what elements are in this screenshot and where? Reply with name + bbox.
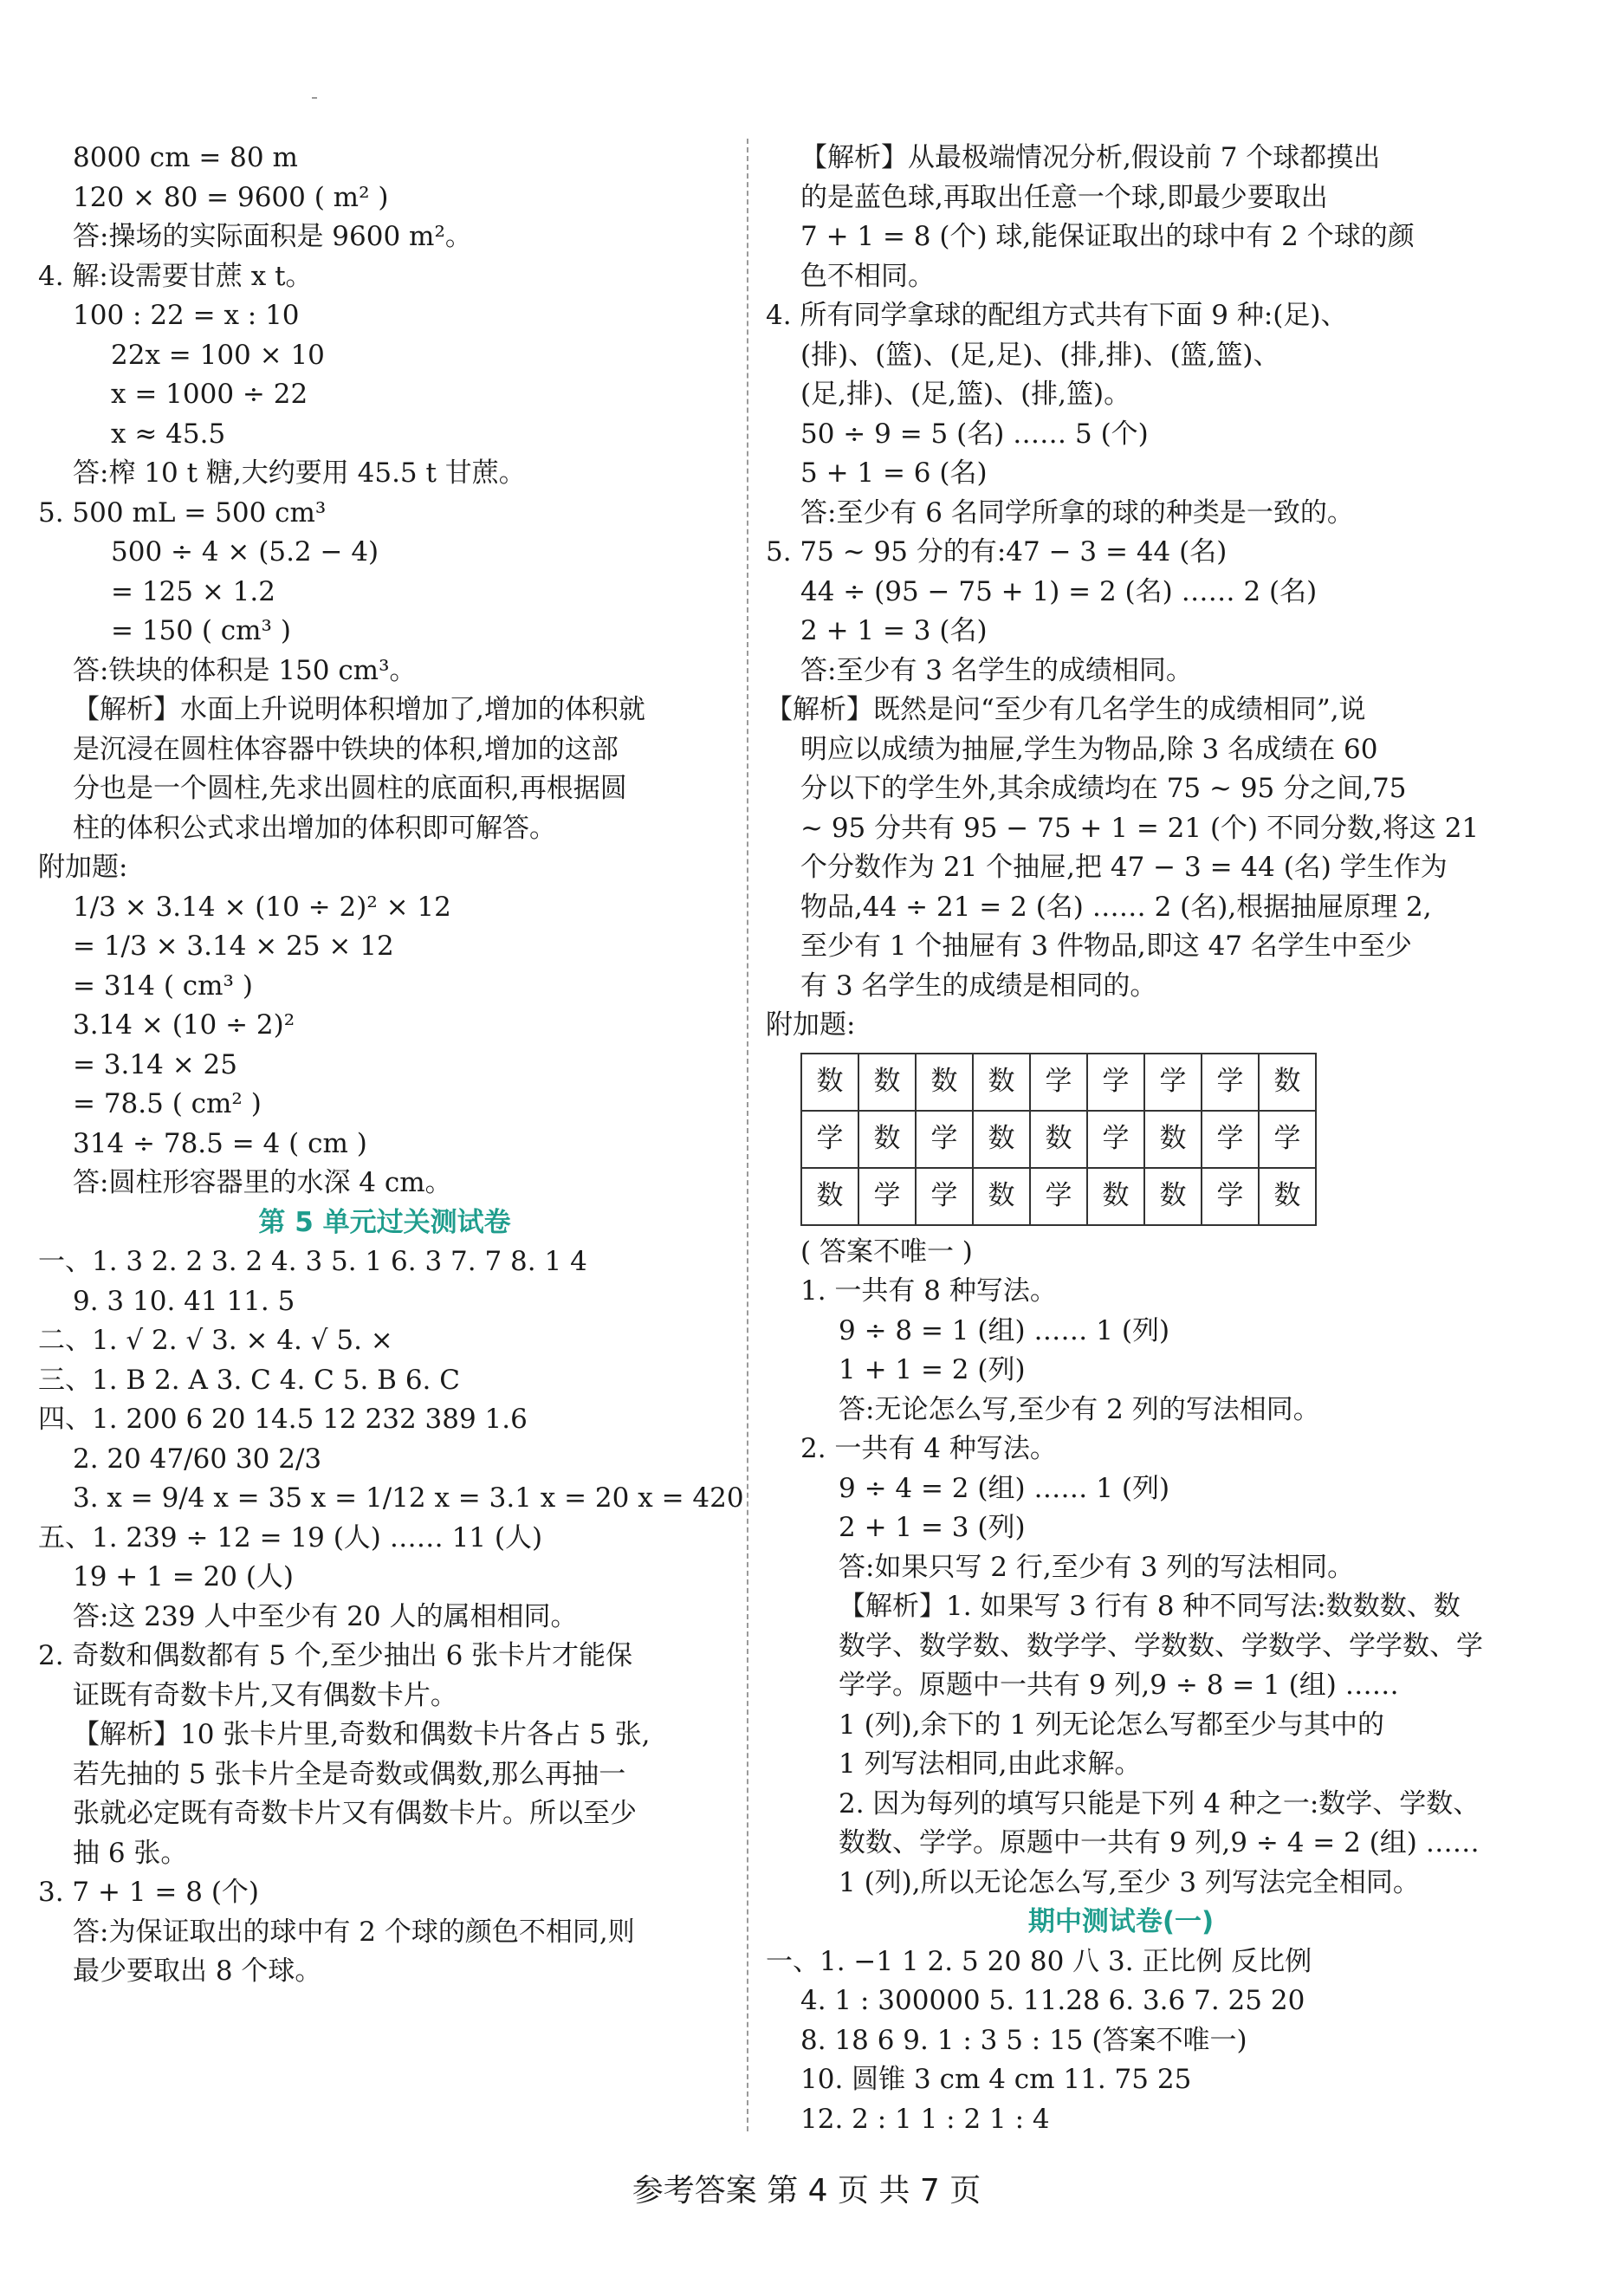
answer-line: 答:操场的实际面积是 9600 m²。	[73, 221, 472, 252]
answer-line: 三、1. B 2. A 3. C 4. C 5. B 6. C	[38, 1364, 460, 1396]
answer-line: = 1/3 × 3.14 × 25 × 12	[73, 931, 394, 962]
grid-cell: 数	[801, 1054, 858, 1111]
answer-line: 50 ÷ 9 = 5 (名) …… 5 (个)	[800, 418, 1149, 450]
grid-cell: 学	[858, 1168, 916, 1225]
answer-line: 附加题:	[766, 1009, 856, 1041]
answer-line: 【解析】水面上升说明体积增加了,增加的体积就	[73, 694, 645, 725]
grid-cell: 数	[973, 1111, 1030, 1168]
grid-row	[801, 1054, 1316, 1111]
answer-line: 是沉浸在圆柱体容器中铁块的体积,增加的这部	[73, 733, 619, 765]
grid-cell: 学	[1087, 1054, 1144, 1111]
answer-line: 证既有奇数卡片,又有偶数卡片。	[73, 1679, 457, 1711]
answer-line: ( 答案不唯一 )	[800, 1236, 973, 1268]
answer-line: 至少有 1 个抽屉有 3 件物品,即这 47 名学生中至少	[800, 931, 1412, 962]
grid-cell: 学	[1144, 1054, 1202, 1111]
answer-line: 8000 cm = 80 m	[73, 142, 298, 173]
answer-line: 1 + 1 = 2 (列)	[839, 1354, 1026, 1385]
right-column	[766, 139, 1483, 2139]
answer-line: 4. 1 : 300000 5. 11.28 6. 3.6 7. 25 20	[800, 1985, 1305, 2016]
answer-line: = 78.5 ( cm² )	[73, 1088, 262, 1119]
right-column-top	[766, 139, 1480, 1046]
answer-line: = 125 × 1.2	[111, 575, 275, 607]
answer-line: 19 + 1 = 20 (人)	[73, 1561, 295, 1592]
grid-cell: 学	[1030, 1054, 1087, 1111]
answer-line: 抽 6 张。	[73, 1837, 188, 1869]
answer-line: 二、1. √ 2. √ 3. × 4. √ 5. ×	[38, 1325, 393, 1356]
grid-cell: 学	[1202, 1111, 1259, 1168]
answer-line: 答:这 239 人中至少有 20 人的属相相同。	[73, 1600, 578, 1632]
answer-line: 4. 解:设需要甘蔗 x t。	[38, 260, 313, 292]
answer-line: = 314 ( cm³ )	[73, 970, 253, 1002]
right-column-bottom	[766, 1233, 1483, 2140]
grid-cell: 学	[1087, 1111, 1144, 1168]
answer-line: 最少要取出 8 个球。	[73, 1955, 322, 1987]
grid-cell: 学	[1030, 1168, 1087, 1225]
grid-cell: 数	[1087, 1168, 1144, 1225]
answer-line: 答:圆柱形容器里的水深 4 cm。	[73, 1167, 452, 1198]
answer-line: 3. x = 9/4 x = 35 x = 1/12 x = 3.1 x = 20 x = 420	[73, 1482, 744, 1514]
answer-line: = 3.14 × 25	[73, 1048, 237, 1080]
answer-line: 9 ÷ 8 = 1 (组) …… 1 (列)	[839, 1314, 1170, 1346]
answer-line: 2. 20 47/60 30 2/3	[73, 1443, 322, 1475]
answer-line: 答:至少有 6 名同学所拿的球的种类是一致的。	[800, 496, 1354, 529]
answer-line: 3.14 × (10 ÷ 2)²	[73, 1009, 295, 1041]
answer-line: 答:为保证取出的球中有 2 个球的颜色不相同,则	[73, 1916, 635, 1948]
answer-line: 【解析】1. 如果写 3 行有 8 种不同写法:数数数、数	[839, 1591, 1461, 1622]
answer-line: 5. 500 mL = 500 cm³	[38, 496, 327, 529]
grid-cell: 学	[916, 1168, 973, 1225]
answer-line: 一、1. −1 1 2. 5 20 80 八 3. 正比例 反比例	[766, 1945, 1312, 1977]
answer-line: 色不相同。	[800, 260, 935, 292]
answer-line: 个分数作为 21 个抽屉,把 47 − 3 = 44 (名) 学生作为	[800, 852, 1448, 883]
answer-line: 100 : 22 = x : 10	[73, 300, 300, 331]
answer-line: 物品,44 ÷ 21 = 2 (名) …… 2 (名),根据抽屉原理 2,	[800, 891, 1432, 923]
grid-row	[801, 1111, 1316, 1168]
answer-line: 120 × 80 = 9600 ( m² )	[73, 181, 389, 213]
answer-line: 若先抽的 5 张卡片全是奇数或偶数,那么再抽一	[73, 1758, 626, 1790]
answer-line: x = 1000 ÷ 22	[111, 379, 308, 410]
answer-line: 3. 7 + 1 = 8 (个)	[38, 1877, 260, 1908]
answer-line: 【解析】既然是问“至少有几名学生的成绩相同”,说	[766, 694, 1366, 725]
grid-cell: 数	[1144, 1168, 1202, 1225]
answer-line: 2 + 1 = 3 (名)	[800, 615, 988, 646]
answer-line: 柱的体积公式求出增加的体积即可解答。	[73, 812, 556, 844]
answer-line: 1/3 × 3.14 × (10 ÷ 2)² × 12	[73, 891, 451, 923]
answer-line: 五、1. 239 ÷ 12 = 19 (人) …… 11 (人)	[38, 1521, 543, 1553]
grid-cell: 数	[858, 1111, 916, 1168]
answer-line: 明应以成绩为抽屉,学生为物品,除 3 名成绩在 60	[800, 733, 1378, 765]
answer-line: 学学。原题中一共有 9 列,9 ÷ 8 = 1 (组) ……	[839, 1670, 1399, 1701]
answer-line: 有 3 名学生的成绩是相同的。	[800, 970, 1157, 1002]
grid-cell: 学	[1259, 1111, 1316, 1168]
answer-line: 答:铁块的体积是 150 cm³。	[73, 654, 417, 686]
grid-cell: 数	[916, 1054, 973, 1111]
column-divider	[747, 139, 748, 2131]
answer-line: 8. 18 6 9. 1 : 3 5 : 15 (答案不唯一)	[800, 2024, 1247, 2056]
answer-line: 9 ÷ 4 = 2 (组) …… 1 (列)	[839, 1472, 1170, 1504]
answer-line: 的是蓝色球,再取出任意一个球,即最少要取出	[800, 181, 1328, 213]
print-mark	[312, 97, 317, 99]
answer-line: 44 ÷ (95 − 75 + 1) = 2 (名) …… 2 (名)	[800, 575, 1318, 607]
grid-cell: 数	[973, 1054, 1030, 1111]
answer-line: (足,排)、(足,篮)、(排,篮)。	[800, 379, 1131, 410]
answer-line: 2. 一共有 4 种写法。	[800, 1433, 1057, 1464]
grid-cell: 学	[801, 1111, 858, 1168]
answer-line: 4. 所有同学拿球的配组方式共有下面 9 种:(足)、	[766, 300, 1348, 331]
answer-line: 12. 2 : 1 1 : 2 1 : 4	[800, 2103, 1050, 2135]
answer-line: 附加题:	[38, 852, 128, 883]
answer-line: 分也是一个圆柱,先求出圆柱的底面积,再根据圆	[73, 773, 627, 804]
answer-grid	[800, 1053, 1317, 1226]
grid-row	[801, 1168, 1316, 1225]
answer-line: 答:榨 10 t 糖,大约要用 45.5 t 甘蔗。	[73, 457, 526, 489]
grid-cell: 数	[973, 1168, 1030, 1225]
answer-line: 1 (列),所以无论怎么写,至少 3 列写法完全相同。	[839, 1866, 1420, 1898]
grid-cell: 数	[858, 1054, 916, 1111]
answer-line: 数学、数学数、数学学、学数数、学数学、学学数、学	[839, 1630, 1483, 1662]
grid-cell: 数	[1259, 1054, 1316, 1111]
answer-line: 2. 因为每列的填写只能是下列 4 种之一:数学、学数、	[839, 1787, 1480, 1819]
answer-line: x ≈ 45.5	[111, 418, 226, 450]
answer-line: 1. 一共有 8 种写法。	[800, 1275, 1057, 1307]
answer-line: 【解析】10 张卡片里,奇数和偶数卡片各占 5 张,	[73, 1719, 651, 1750]
answer-line: 314 ÷ 78.5 = 4 ( cm )	[73, 1127, 367, 1159]
answer-line: 张就必定既有奇数卡片又有偶数卡片。所以至少	[73, 1798, 637, 1829]
answer-line: 数数、学学。原题中一共有 9 列,9 ÷ 4 = 2 (组) ……	[839, 1827, 1480, 1858]
grid-cell: 数	[1144, 1111, 1202, 1168]
grid-cell: 学	[1202, 1168, 1259, 1225]
answer-line: 【解析】从最极端情况分析,假设前 7 个球都摸出	[800, 142, 1381, 173]
grid-cell: 数	[801, 1168, 858, 1225]
page-footer: 参考答案 第 4 页 共 7 页	[632, 2173, 981, 2208]
answer-line: 1 (列),余下的 1 列无论怎么写都至少与其中的	[839, 1709, 1385, 1741]
answer-line: 四、1. 200 6 20 14.5 12 232 389 1.6	[38, 1404, 528, 1435]
grid-cell: 学	[1202, 1054, 1259, 1111]
answer-line: 500 ÷ 4 × (5.2 − 4)	[111, 536, 379, 568]
answer-line: 22x = 100 × 10	[111, 339, 325, 371]
grid-cell: 数	[1030, 1111, 1087, 1168]
answer-line: 分以下的学生外,其余成绩均在 75 ~ 95 分之间,75	[800, 773, 1407, 804]
answer-line: 一、1. 3 2. 2 3. 2 4. 3 5. 1 6. 3 7. 7 8. 1 4	[38, 1246, 587, 1277]
answer-line: 5 + 1 = 6 (名)	[800, 457, 988, 489]
answer-line: ~ 95 分共有 95 − 75 + 1 = 21 (个) 不同分数,将这 21	[800, 812, 1480, 844]
answer-line: = 150 ( cm³ )	[111, 615, 291, 646]
answer-line: 答:如果只写 2 行,至少有 3 列的写法相同。	[839, 1551, 1355, 1583]
answer-line: (排)、(篮)、(足,足)、(排,排)、(篮,篮)、	[800, 339, 1280, 371]
answer-line: 答:无论怎么写,至少有 2 列的写法相同。	[839, 1393, 1320, 1425]
answer-line: 1 列写法相同,由此求解。	[839, 1748, 1142, 1780]
left-column	[38, 139, 744, 1992]
section-heading: 第 5 单元过关测试卷	[258, 1206, 511, 1238]
answer-line: 5. 75 ~ 95 分的有:47 − 3 = 44 (名)	[766, 536, 1228, 568]
answer-line: 2. 奇数和偶数都有 5 个,至少抽出 6 张卡片才能保	[38, 1640, 633, 1671]
grid-cell: 学	[916, 1111, 973, 1168]
answer-line: 7 + 1 = 8 (个) 球,能保证取出的球中有 2 个球的颜	[800, 221, 1415, 252]
answer-line: 9. 3 10. 41 11. 5	[73, 1285, 295, 1317]
answer-line: 答:至少有 3 名学生的成绩相同。	[800, 654, 1193, 686]
answer-line: 2 + 1 = 3 (列)	[839, 1512, 1026, 1543]
grid-cell: 数	[1259, 1168, 1316, 1225]
section-heading: 期中测试卷(一)	[1027, 1906, 1215, 1937]
answer-line: 10. 圆锥 3 cm 4 cm 11. 75 25	[800, 2064, 1192, 2095]
